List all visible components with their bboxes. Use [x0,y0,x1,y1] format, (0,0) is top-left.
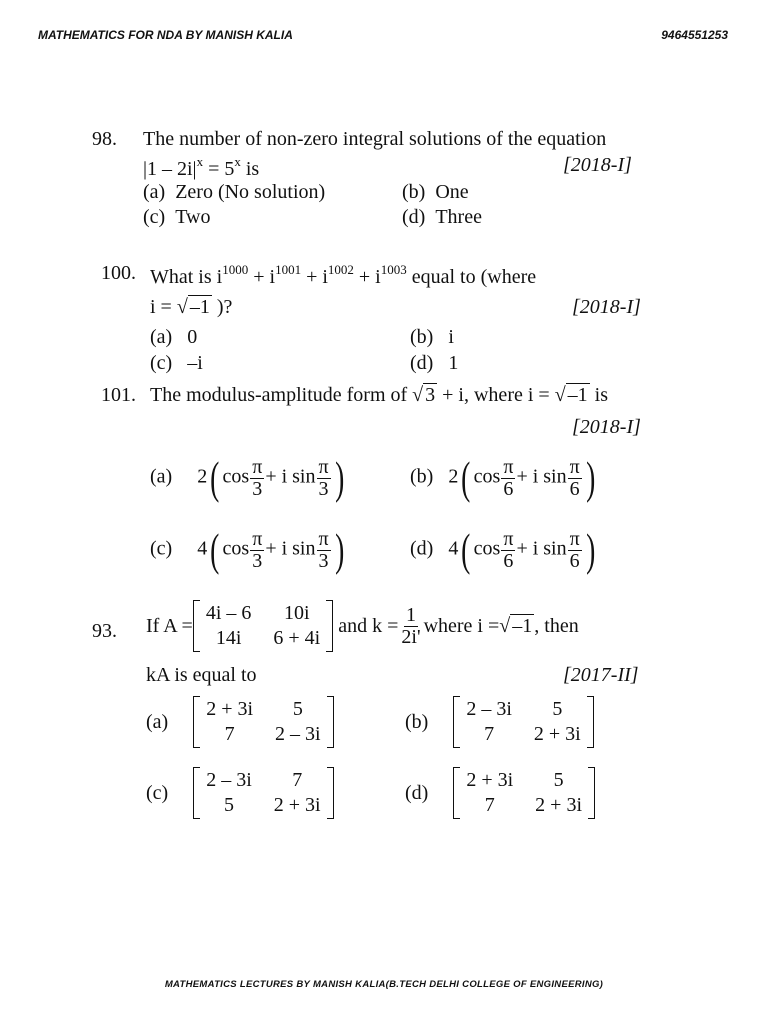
question-number: 101. [101,384,136,406]
exam-tag: [2017-II] [563,664,639,686]
option-d: (d) 4( cos $\frac{\pi}{6}$ + i sin $\frac{\pi}{6}$ ) [410,524,595,575]
option-c: (c) Two [143,206,211,228]
question-text: If A = 4i – 6 10i 14i 6 + 4i and k = $\frac{1}{2i'}$ where i = √ –1 , then [146,600,579,652]
question-number: 100. [101,262,136,284]
question-equation: $|1 - 2i|^x = 5^x$ is [143,154,260,180]
option-a: (a) 0 [150,326,198,348]
header-phone: 9464551253 [661,28,728,42]
option-b: (b) 2 – 3i 5 7 2 + 3i [405,696,594,748]
option-d: (d) Three [402,206,482,228]
question-number: 93. [92,620,117,642]
option-b: (b) 2( cos $\frac{\pi}{6}$ + i sin $\frac{\pi}{6}$ ) [410,452,595,503]
option-b: (b) One [402,181,469,203]
matrix-a: 4i – 6 10i 14i 6 + 4i [193,600,333,652]
question-condition: i = √ –1 )? [150,296,233,318]
question-line2: kA is equal to [146,664,257,686]
question-text: The modulus-amplitude form of √ 3 + i, where i = √ –1 is [150,384,609,406]
question-text: The number of non-zero integral solutions of the equation [143,128,607,150]
header-title: MATHEMATICS FOR NDA BY MANISH KALIA [38,28,293,42]
option-d: (d) 1 [410,352,459,374]
exam-tag: [2018-I] [563,154,632,176]
option-d: (d) 2 + 3i 5 7 2 + 3i [405,767,595,819]
option-c: (c) 2 – 3i 7 5 2 + 3i [146,767,334,819]
option-a: (a) 2 + 3i 5 7 2 – 3i [146,696,334,748]
exam-tag: [2018-I] [572,416,641,438]
option-a: (a) 2( cos $\frac{\pi}{3}$ + i sin $\frac{\pi}{3}$ ) [150,452,344,503]
question-number: 98. [92,128,117,150]
question-text: What is $i^{1000} + i^{1001} + i^{1002} + i^{1003}$ equal to (where [150,262,537,288]
option-c: (c) –i [150,352,203,374]
exam-tag: [2018-I] [572,296,641,318]
footer-text: MATHEMATICS LECTURES BY MANISH KALIA(B.TECH DELHI COLLEGE OF ENGINEERING) [164,979,604,990]
option-b: (b) i [410,326,454,348]
option-a: (a) Zero (No solution) [143,181,326,203]
option-c: (c) 4( cos $\frac{\pi}{3}$ + i sin $\frac{\pi}{3}$ ) [150,524,344,575]
